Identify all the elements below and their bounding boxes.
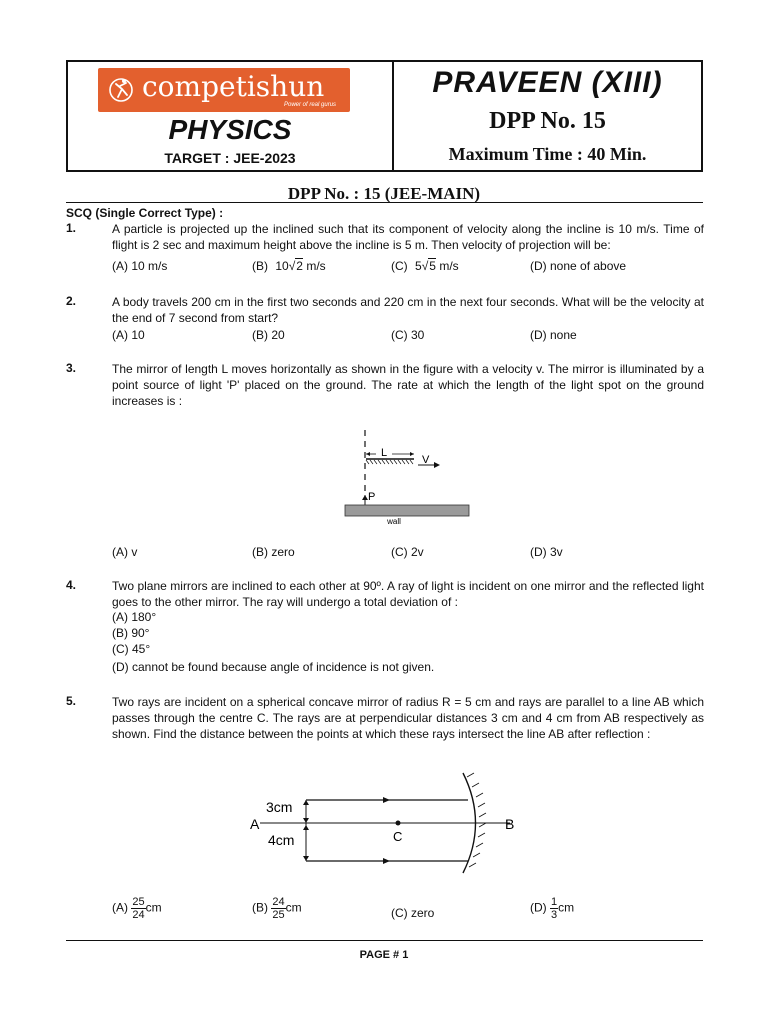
footer-rule xyxy=(66,940,703,941)
q5-option-a-prefix: (A) xyxy=(112,900,128,915)
header-box xyxy=(66,60,703,172)
source-label: P xyxy=(368,491,376,503)
q1-option-c-coef: 5 xyxy=(415,259,422,273)
q1-option-d: (D) none of above xyxy=(530,259,627,273)
q5-option-b-unit: cm xyxy=(285,900,302,915)
lower-ray-arrow-icon xyxy=(383,858,390,864)
question-text-4: Two plane mirrors are inclined to each other at 90º. A ray of light is incident on one mirror and the reflected light goes to the other mirror. The ray will undergo a total deviation of : xyxy=(112,579,704,609)
point-b-label: B xyxy=(505,816,515,832)
mirror-hatching xyxy=(366,460,413,464)
logo-figure-icon xyxy=(108,75,134,105)
q3-option-b: (B) zero xyxy=(252,545,295,559)
section-title: DPP No. : 15 (JEE-MAIN) xyxy=(287,184,481,203)
q1-option-b-radicand: 2 xyxy=(296,259,303,273)
question-text-1: A particle is projected up the inclined such that its component of velocity along the incline is 10 m/s. Time of flight is 2 sec and maximum height above the incline is 5 m. Then velocity of projection will be: xyxy=(112,222,704,252)
q5-option-b-fraction: $\frac{24}{25}$ xyxy=(272,896,285,921)
q3-option-d: (D) 3v xyxy=(530,545,563,559)
batch-title: PRAVEEN (XIII) xyxy=(432,66,663,99)
upper-ray-arrow-icon xyxy=(383,797,390,803)
q1-option-a: (A) 10 m/s xyxy=(112,259,168,273)
velocity-label: V xyxy=(422,454,430,466)
q5-option-a-unit: cm xyxy=(145,900,162,915)
page-number: PAGE # 1 xyxy=(359,949,409,961)
mirror-figure xyxy=(330,425,480,530)
q5-option-a-fraction: $\frac{25}{24}$ xyxy=(132,896,145,921)
q1-option-c xyxy=(391,259,459,273)
subject-title: PHYSICS xyxy=(168,114,292,145)
question-number-5: 5. xyxy=(66,694,77,708)
q4-option-d: (D) cannot be found because angle of incidence is not given. xyxy=(112,660,435,674)
mirror-hatching xyxy=(467,773,486,867)
q5-option-b xyxy=(252,896,302,921)
q5-option-d-prefix: (D) xyxy=(530,900,547,915)
logo-text: competishun xyxy=(142,70,325,103)
question-text-2: A body travels 200 cm in the first two seconds and 220 cm in the next four seconds. What will be the velocity at the end of 7 second from start? xyxy=(112,295,704,325)
sqrt-icon: √ xyxy=(421,259,429,273)
question-number-2: 2. xyxy=(66,294,77,308)
q4-option-a: (A) 180° xyxy=(112,610,157,624)
max-time: Maximum Time : 40 Min. xyxy=(448,144,647,164)
centre-dot xyxy=(396,821,401,826)
sqrt-icon: √ xyxy=(288,259,296,273)
logo-tagline: Power of real gurus xyxy=(284,102,337,108)
ground-bar xyxy=(345,505,469,516)
q2-option-a: (A) 10 xyxy=(112,328,145,342)
q1-option-c-radicand: 5 xyxy=(429,259,436,273)
q5-option-d-unit: cm xyxy=(558,900,575,915)
q2-option-b: (B) 20 xyxy=(252,328,285,342)
q3-option-c: (C) 2v xyxy=(391,545,424,559)
question-text-3: The mirror of length L moves horizontally as shown in the figure with a velocity v. The mirror is illuminated by a point source of light 'P' placed on the ground. The rate at which the length of the light spot on the ground increases is : xyxy=(112,362,704,408)
q5-option-a xyxy=(112,896,162,921)
q3-option-a: (A) v xyxy=(112,545,138,559)
question-number-1: 1. xyxy=(66,221,77,235)
q1-option-b-unit: m/s xyxy=(306,259,326,273)
upper-distance-label: 3cm xyxy=(266,799,293,815)
q5-option-d-fraction: $\frac{1}{3}$ xyxy=(551,896,558,921)
target-label: TARGET : JEE-2023 xyxy=(164,150,296,166)
dpp-number: DPP No. 15 xyxy=(489,108,606,134)
q4-option-b: (B) 90° xyxy=(112,626,150,640)
question-number-4: 4. xyxy=(66,578,77,592)
q5-option-d xyxy=(530,896,574,921)
q1-option-b xyxy=(252,259,326,273)
concave-mirror-figure xyxy=(240,765,530,875)
q2-option-c: (C) 30 xyxy=(391,328,425,342)
question-number-3: 3. xyxy=(66,361,77,375)
q1-option-b-prefix: (B) xyxy=(252,259,268,273)
q5-option-b-prefix: (B) xyxy=(252,900,268,915)
q5-option-c: (C) zero xyxy=(391,906,435,920)
q1-option-c-prefix: (C) xyxy=(391,259,408,273)
question-text-5: Two rays are incident on a spherical concave mirror of radius R = 5 cm and rays are parallel to a line AB which passes through the centre C. The rays are at perpendicular distances 3 cm and 4 cm from AB respectively as shown. Find the distance between the points at which these rays intersect the line AB after reflection : xyxy=(112,695,704,741)
point-a-label: A xyxy=(250,816,260,832)
q2-option-d: (D) none xyxy=(530,328,577,342)
q1-option-b-coef: 10 xyxy=(275,259,289,273)
question-type-label: SCQ (Single Correct Type) : xyxy=(66,206,224,220)
ground-label: wall xyxy=(387,517,401,526)
length-label: L xyxy=(380,447,388,459)
lower-distance-label: 4cm xyxy=(268,832,295,848)
q4-option-c: (C) 45° xyxy=(112,642,151,656)
competishun-logo xyxy=(98,68,350,112)
q1-option-c-unit: m/s xyxy=(439,259,459,273)
section-rule xyxy=(66,202,703,203)
centre-label: C xyxy=(393,829,403,844)
